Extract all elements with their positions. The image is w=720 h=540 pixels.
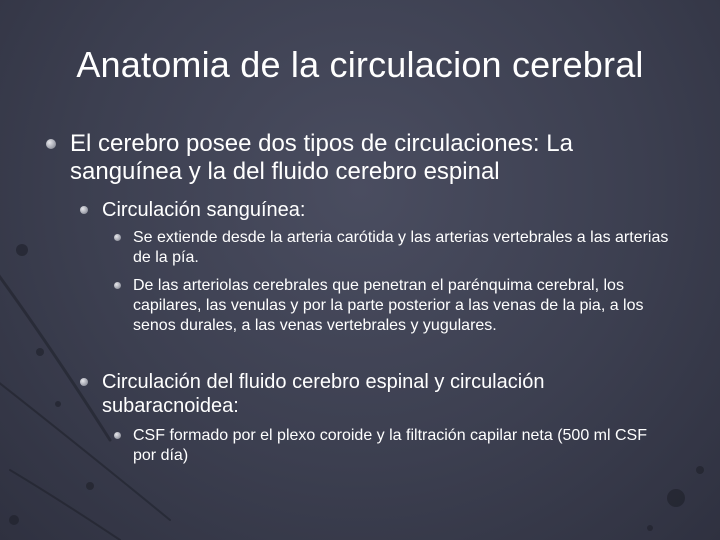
- section1-item-row: [114, 276, 670, 336]
- slide-title: Anatomia de la circulacion cerebral: [76, 44, 644, 85]
- intro-bullet-row: [46, 130, 686, 186]
- section1-item-row: [114, 228, 670, 268]
- section2-heading-row: [80, 370, 670, 418]
- bullet-icon: [114, 234, 121, 241]
- section2-item-row: [114, 426, 670, 466]
- section1-item: De las arteriolas cerebrales que penetran el parénquima cerebral, los capilares, las venulas y por la parte posterior a las venas de la pia, a los senos durales, a las venas vertebrales y yugulares.: [133, 277, 644, 334]
- bullet-icon: [114, 432, 121, 439]
- intro-text: El cerebro posee dos tipos de circulaciones: La sanguínea y la del fluido cerebro espinal: [70, 130, 573, 185]
- bullet-icon: [46, 139, 56, 149]
- section1-heading-row: [80, 198, 670, 222]
- section2-item: CSF formado por el plexo coroide y la filtración capilar neta (500 ml CSF por día): [133, 427, 647, 464]
- section1-heading: Circulación sanguínea:: [102, 199, 306, 221]
- section2-heading: Circulación del fluido cerebro espinal y circulación subaracnoidea:: [102, 371, 545, 417]
- section1-item: Se extiende desde la arteria carótida y las arterias vertebrales a las arterias de la pía.: [133, 229, 669, 266]
- bullet-icon: [80, 206, 88, 214]
- bullet-icon: [114, 282, 121, 289]
- bullet-icon: [80, 378, 88, 386]
